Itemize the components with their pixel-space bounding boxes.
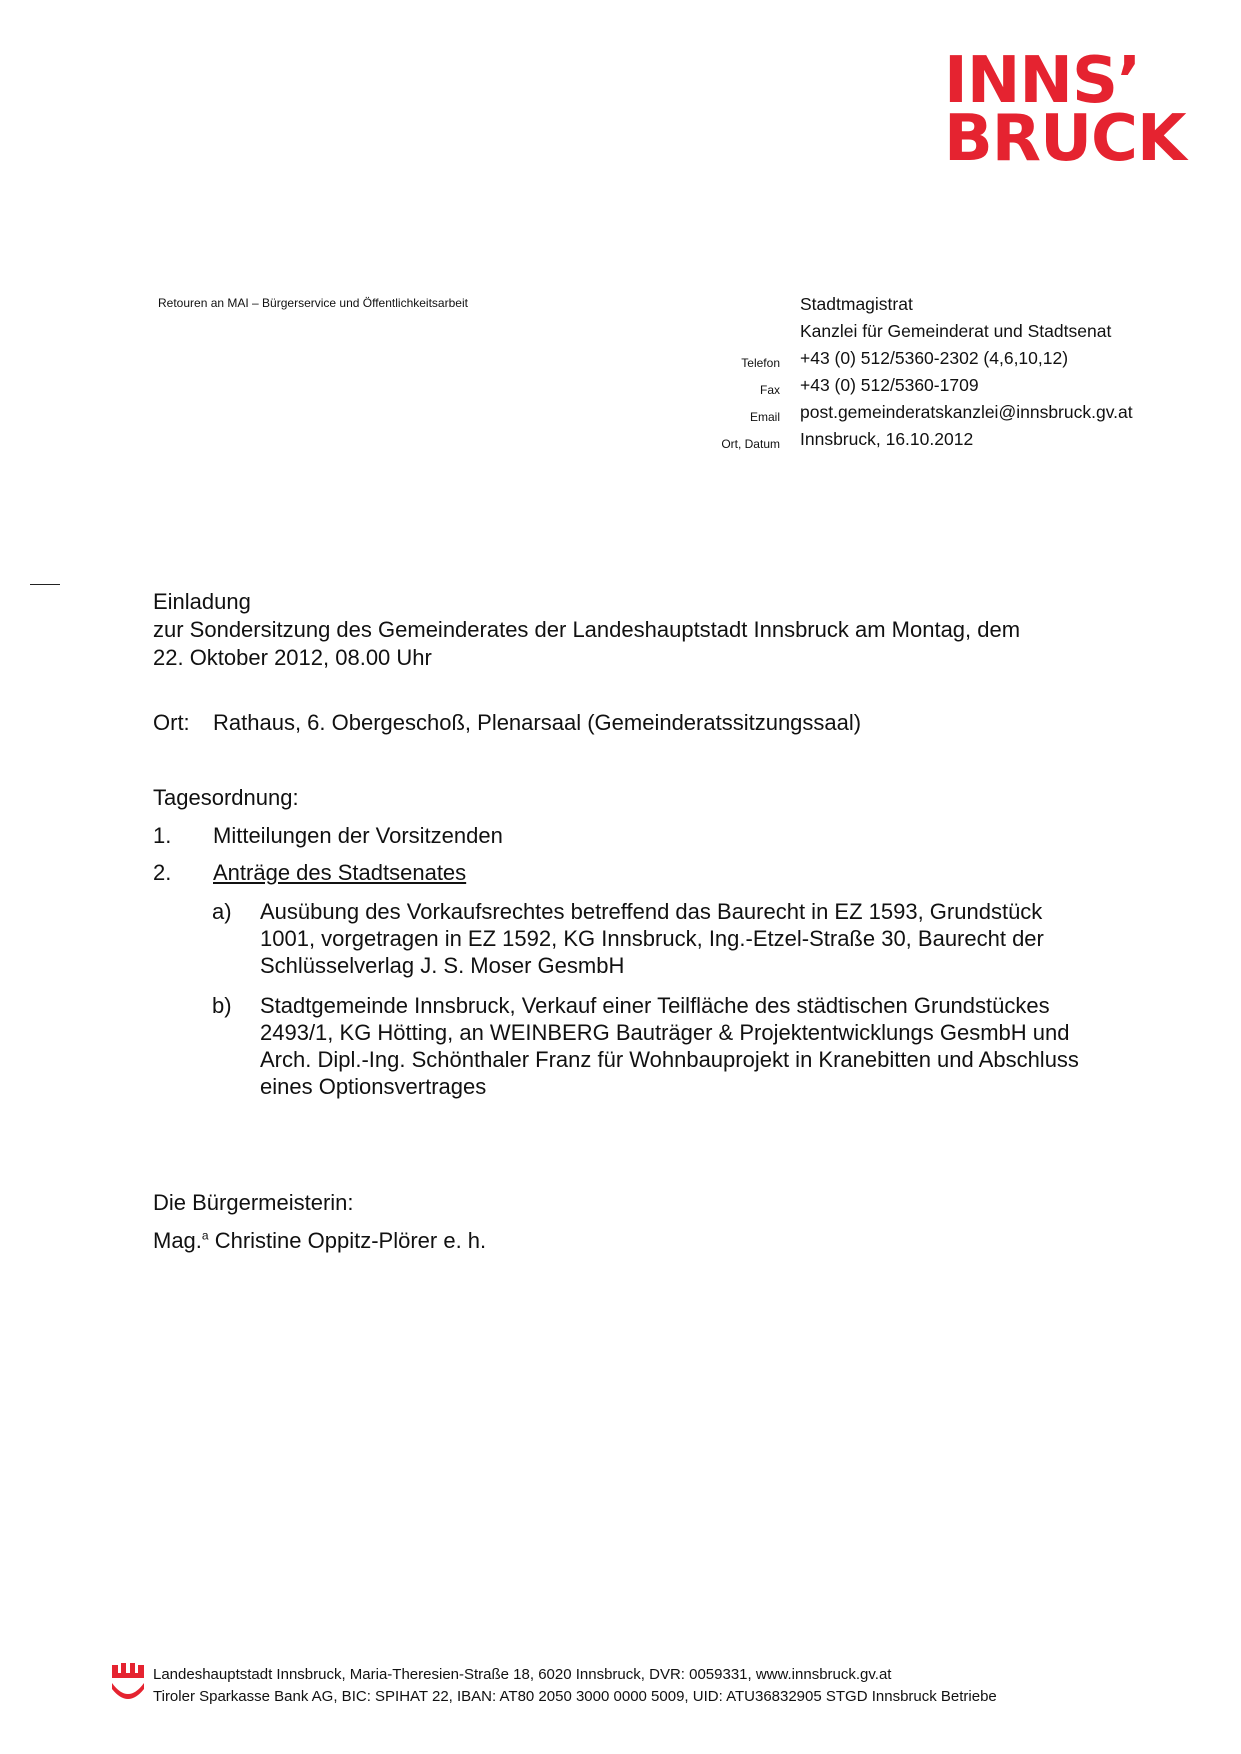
sub-item-letter: b) xyxy=(212,993,232,1018)
innsbruck-logo xyxy=(944,44,1189,176)
invitation-title xyxy=(153,588,1153,672)
sub-item-line: Schlüsselverlag J. S. Moser GesmbH xyxy=(260,953,625,978)
innsbruck-emblem-icon xyxy=(112,1663,144,1701)
location-value: Rathaus, 6. Obergeschoß, Plenarsaal (Gemeinderatssitzungssaal) xyxy=(213,710,862,735)
sub-item-text xyxy=(260,898,1132,979)
invitation-line-2: zur Sondersitzung des Gemeinderates der Landeshauptstadt Innsbruck am Montag, dem xyxy=(153,617,1021,642)
department-label-spacer xyxy=(640,323,780,350)
email-value[interactable]: post.gemeinderatskanzlei@innsbruck.gv.at xyxy=(800,402,1133,422)
department: Kanzlei für Gemeinderat und Stadtsenat xyxy=(800,321,1112,341)
footer-line-2: Tiroler Sparkasse Bank AG, BIC: SPIHAT 22, IBAN: AT80 2050 3000 0000 5009, UID: ATU36832905 STGD Innsbruck Betriebe xyxy=(153,1688,997,1705)
agenda-item-number: 2. xyxy=(153,860,172,885)
agenda-sub-item-a xyxy=(212,898,1132,979)
fold-mark xyxy=(30,584,60,585)
telefon-value: +43 (0) 512/5360-2302 (4,6,10,12) xyxy=(800,348,1069,368)
fax-value: +43 (0) 512/5360-1709 xyxy=(800,375,979,395)
sub-item-letter: a) xyxy=(212,899,232,924)
sub-item-text xyxy=(260,992,1132,1100)
signature-name-superscript: a xyxy=(201,1228,209,1243)
agenda-item-text: Anträge des Stadtsenates xyxy=(213,860,467,885)
sub-item-line: Ausübung des Vorkaufsrechtes betreffend das Baurecht in EZ 1593, Grundstück xyxy=(260,899,1043,924)
return-address: Retouren an MAI – Bürgerservice und Öffentlichkeitsarbeit xyxy=(158,296,468,310)
header-info-values xyxy=(800,291,1133,453)
signature-title: Die Bürgermeisterin: xyxy=(153,1190,354,1215)
agenda-heading: Tagesordnung: xyxy=(153,785,299,810)
signature-name xyxy=(153,1228,486,1254)
meeting-location xyxy=(153,710,861,736)
fax-label: Fax xyxy=(759,383,780,397)
organization: Stadtmagistrat xyxy=(800,294,913,314)
location-label: Ort: xyxy=(153,710,190,735)
sub-item-line: 1001, vorgetragen in EZ 1592, KG Innsbruck, Ing.-Etzel-Straße 30, Baurecht der xyxy=(260,926,1044,951)
footer-line-1: Landeshauptstadt Innsbruck, Maria-Theresien-Straße 18, 6020 Innsbruck, DVR: 0059331, www.innsbruck.gv.at xyxy=(153,1666,892,1683)
agenda-sub-item-b xyxy=(212,992,1132,1100)
logo-line-2: BRUCK xyxy=(944,102,1186,176)
sub-item-line: Arch. Dipl.-Ing. Schönthaler Franz für Wohnbauprojekt in Kranebitten und Abschluss xyxy=(260,1047,1079,1072)
signature-name-text: Christine Oppitz-Plörer e. h. xyxy=(208,1228,487,1253)
agenda-item-2 xyxy=(153,860,466,886)
sub-item-line: 2493/1, KG Hötting, an WEINBERG Bauträger & Projektentwicklungs GesmbH und xyxy=(260,1020,1070,1045)
agenda-item-number: 1. xyxy=(153,823,172,848)
agenda-item-text: Mitteilungen der Vorsitzenden xyxy=(213,823,503,848)
invitation-line-3: 22. Oktober 2012, 08.00 Uhr xyxy=(153,645,432,670)
telefon-label: Telefon xyxy=(741,356,780,370)
organization-label-spacer xyxy=(640,296,780,323)
agenda-item-1 xyxy=(153,823,503,849)
sub-item-line: eines Optionsvertrages xyxy=(260,1074,487,1099)
sub-item-line: Stadtgemeinde Innsbruck, Verkauf einer Teilfläche des städtischen Grundstückes xyxy=(260,993,1050,1018)
email-label: Email xyxy=(749,410,780,424)
logo-line-1: INNS’ xyxy=(944,44,1141,118)
invitation-heading: Einladung xyxy=(153,589,251,614)
footer xyxy=(153,1664,997,1708)
signature-name-prefix: Mag. xyxy=(153,1228,202,1253)
ort-datum-value: Innsbruck, 16.10.2012 xyxy=(800,429,974,449)
ort-datum-label: Ort, Datum xyxy=(721,437,780,451)
header-info-labels xyxy=(640,296,780,458)
